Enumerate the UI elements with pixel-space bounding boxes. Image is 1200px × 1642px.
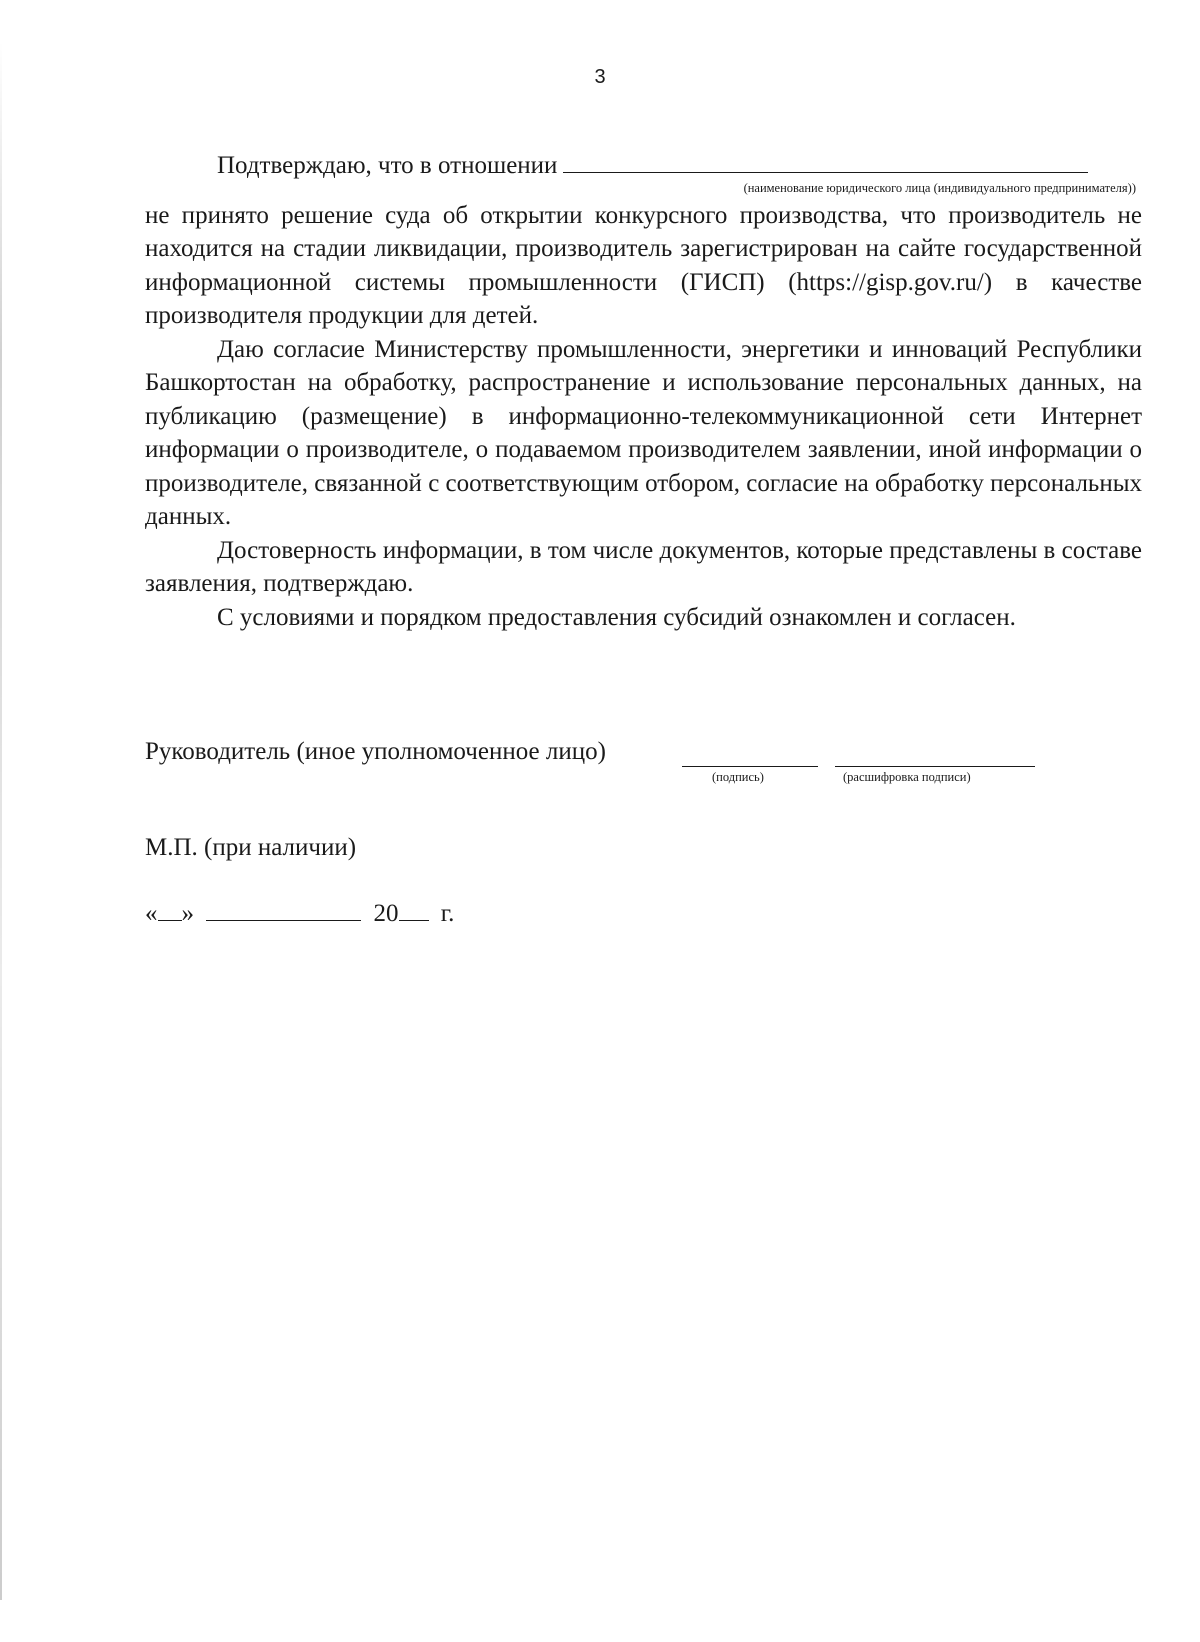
- year-blank[interactable]: [399, 898, 429, 921]
- signature-decode-blank[interactable]: [835, 744, 1035, 767]
- date-open-quote: «: [145, 900, 158, 927]
- confirmation-paragraph: не принято решение суда об открытии конкурсного производства, что производитель не находится на стадии ликвидации, производитель зарегистрирован на сайте государственной информационной системы промышленности (ГИСП) (https://gisp.gov.ru/) в качестве производителя продукции для детей.: [145, 201, 1142, 329]
- date-close-quote: »: [181, 900, 194, 927]
- page-number: 3: [594, 66, 606, 88]
- terms-agreement-paragraph: С условиями и порядком предоставления субсидий ознакомлен и согласен.: [217, 603, 1016, 631]
- signature-block: [145, 738, 1142, 784]
- signature-decode-caption: (расшифровка подписи): [843, 770, 971, 784]
- day-blank[interactable]: [158, 898, 182, 921]
- consent-paragraph: Даю согласие Министерству промышленности, энергетики и инноваций Республики Башкортостан на обработку, распространение и использование персональных данных, на публикацию (размещение) в информационно-телекоммуникационной сети Интернет информации о производителе, о подаваемом производителем заявлении, иной информации о производителе, связанной с соответствующим отбором, согласие на обработку персональных данных.: [145, 335, 1142, 530]
- year-prefix: 20: [373, 900, 399, 927]
- month-blank[interactable]: [206, 898, 361, 921]
- year-suffix: г.: [440, 900, 455, 927]
- signature-caption: (подпись): [712, 770, 764, 784]
- confirmation-lead-text: Подтверждаю, что в отношении: [217, 152, 558, 179]
- entity-name-caption: (наименование юридического лица (индивидуального предпринимателя)): [743, 180, 1136, 195]
- signature-row: [145, 738, 1142, 772]
- scan-edge-shadow: [0, 40, 2, 1600]
- entity-name-blank[interactable]: [563, 148, 1088, 173]
- signature-blank[interactable]: [682, 742, 818, 767]
- signatory-label: Руководитель (иное уполномоченное лицо): [145, 738, 606, 765]
- document-body: [145, 148, 1142, 634]
- accuracy-paragraph: Достоверность информации, в том числе документов, которые представлены в составе заявления, подтверждаю.: [145, 536, 1142, 597]
- confirmation-first-line: [145, 148, 1142, 183]
- date-line: [145, 898, 454, 928]
- stamp-label: М.П. (при наличии): [145, 834, 357, 861]
